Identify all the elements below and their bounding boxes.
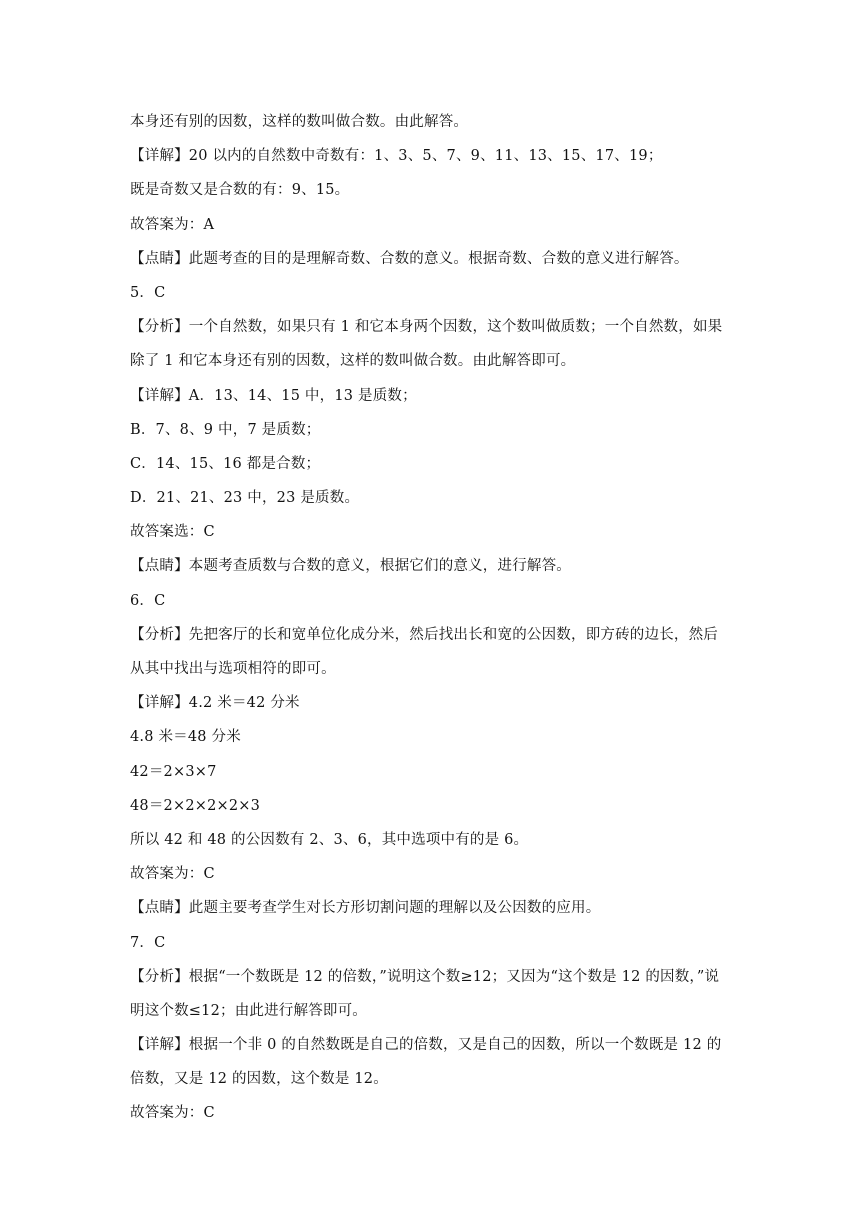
text-line: 故答案为：C bbox=[130, 866, 215, 883]
text-line: D．21、21、23 中，23 是质数。 bbox=[130, 490, 360, 507]
text-line: 倍数，又是 12 的因数，这个数是 12。 bbox=[130, 1071, 388, 1088]
question-number: 6．C bbox=[130, 592, 166, 609]
text-line: 明这个数≤12；由此进行解答即可。 bbox=[130, 1002, 367, 1019]
text-line: 【点睛】此题考查的目的是理解奇数、合数的意义。根据奇数、合数的意义进行解答。 bbox=[130, 250, 689, 267]
text-line: 4.8 米＝48 分米 bbox=[130, 729, 241, 746]
text-line: C．14、15、16 都是合数； bbox=[130, 455, 321, 472]
text-line: 【分析】一个自然数，如果只有 1 和它本身两个因数，这个数叫做质数；一个自然数，如果 bbox=[130, 319, 723, 336]
text-line: 【分析】先把客厅的长和宽单位化成分米，然后找出长和宽的公因数，即方砖的边长，然后 bbox=[130, 626, 718, 643]
text-line: 故答案选：C bbox=[130, 524, 215, 541]
answer-text-body bbox=[130, 105, 740, 1131]
text-line: 从其中找出与选项相符的即可。 bbox=[130, 661, 336, 677]
text-line: 除了 1 和它本身还有别的因数，这样的数叫做合数。由此解答即可。 bbox=[130, 353, 576, 370]
text-line: 故答案为：A bbox=[130, 216, 215, 233]
text-line: 【详解】20 以内的自然数中奇数有：1、3、5、7、9、11、13、15、17、19； bbox=[130, 148, 663, 165]
text-line: 所以 42 和 48 的公因数有 2、3、6，其中选项中有的是 6。 bbox=[130, 831, 529, 848]
text-line: 本身还有别的因数，这样的数叫做合数。由此解答。 bbox=[130, 114, 469, 130]
text-line: B．7、8、9 中，7 是质数； bbox=[130, 421, 321, 438]
text-line: 【分析】根据“一个数既是 12 的倍数，”说明这个数≥12；又因为“这个数是 12 的因数，”说 bbox=[130, 968, 720, 985]
text-line: 【详解】根据一个非 0 的自然数既是自己的倍数，又是自己的因数，所以一个数既是 12 的 bbox=[130, 1037, 722, 1054]
question-number: 5．C bbox=[130, 284, 166, 301]
text-line: 既是奇数又是合数的有：9、15。 bbox=[130, 182, 350, 199]
text-line: 【详解】A．13、14、15 中，13 是质数； bbox=[130, 387, 417, 404]
text-line: 故答案为：C bbox=[130, 1105, 215, 1122]
text-line: 【点睛】此题主要考查学生对长方形切割问题的理解以及公因数的应用。 bbox=[130, 900, 601, 917]
question-number: 7．C bbox=[130, 934, 166, 951]
text-line: 【点睛】本题考查质数与合数的意义，根据它们的意义，进行解答。 bbox=[130, 558, 571, 575]
text-line: 48＝2×2×2×2×3 bbox=[130, 797, 261, 814]
text-line: 【详解】4.2 米＝42 分米 bbox=[130, 695, 300, 712]
text-line: 42＝2×3×7 bbox=[130, 763, 217, 780]
